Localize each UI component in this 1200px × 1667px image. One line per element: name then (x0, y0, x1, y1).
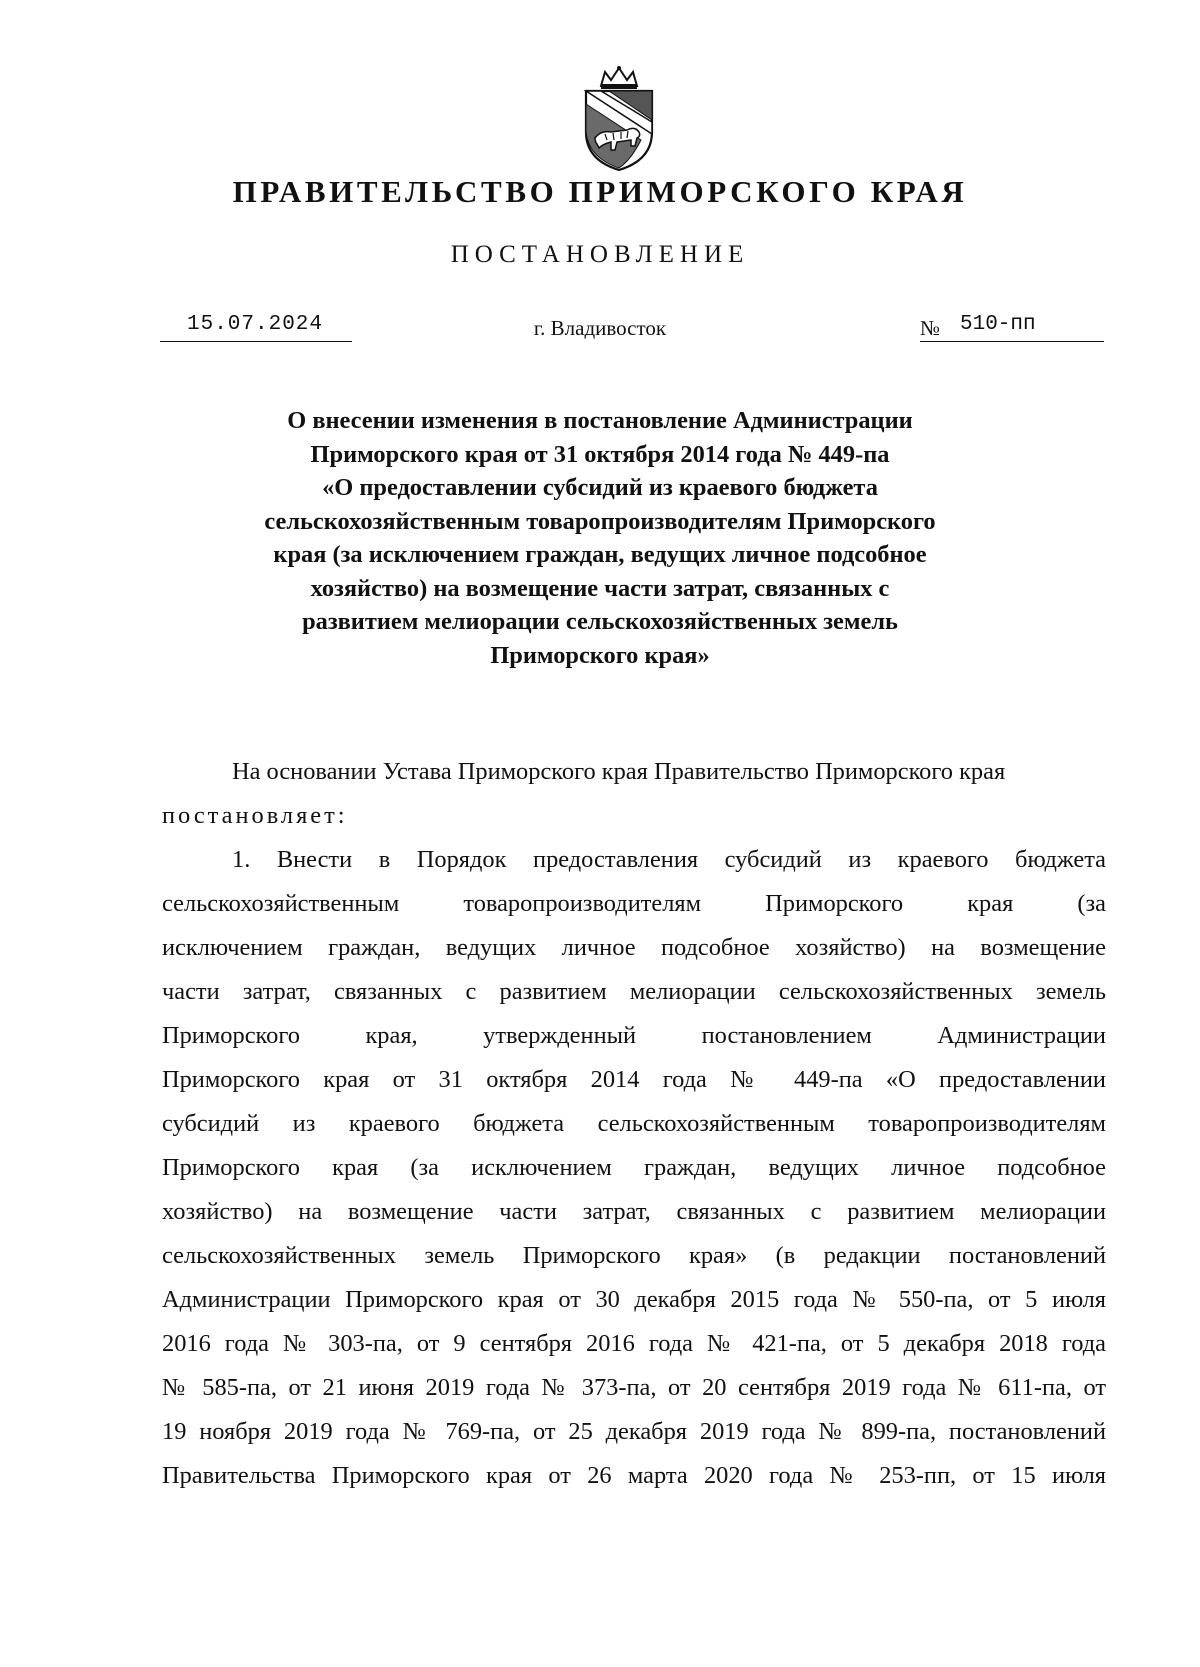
body-line: 2016 года № 303-па, от 9 сентября 2016 года № 421-па, от 5 декабря 2018 года (162, 1330, 1106, 1357)
subject-line: Приморского края от 31 октября 2014 года № 449-па (310, 440, 890, 468)
body-line: хозяйство) на возмещение части затрат, связанных с развитием мелиорации (162, 1198, 1106, 1225)
coat-of-arms-icon (581, 64, 657, 172)
subject-line: «О предоставлении субсидий из краевого бюджета (322, 474, 878, 501)
document-date: 15.07.2024 (186, 313, 324, 336)
date-underline (160, 341, 352, 342)
body-line: На основании Устава Приморского края Правительство Приморского края (232, 758, 1006, 785)
body-line: сельскохозяйственных земель Приморского края» (в редакции постановлений (162, 1242, 1106, 1269)
body-line: Администрации Приморского края от 30 декабря 2015 года № 550-па, от 5 июля (162, 1286, 1106, 1313)
body-line: исключением граждан, ведущих личное подсобное хозяйство) на возмещение (162, 934, 1106, 961)
subject-line: края (за исключением граждан, ведущих личное подсобное (273, 541, 927, 568)
document-city: г. Владивосток (533, 316, 667, 340)
document-subject (232, 404, 968, 672)
document-type: ПОСТАНОВЛЕНИЕ (450, 241, 750, 268)
subject-line: сельскохозяйственным товаропроизводителям Приморского (264, 507, 936, 535)
body-line: Приморского края (за исключением граждан, ведущих личное подсобное (162, 1154, 1106, 1181)
body-line: № 585-па, от 21 июня 2019 года № 373-па, от 20 сентября 2019 года № 611-па, от (162, 1374, 1106, 1401)
subject-line: развитием мелиорации сельскохозяйственных земель (302, 608, 898, 635)
body-line: Правительства Приморского края от 26 марта 2020 года № 253-пп, от 15 июля (162, 1462, 1106, 1489)
body-line: части затрат, связанных с развитием мелиорации сельскохозяйственных земель (162, 978, 1106, 1005)
government-title: ПРАВИТЕЛЬСТВО ПРИМОРСКОГО КРАЯ (232, 174, 968, 209)
body-line: 1. Внести в Порядок предоставления субсидий из краевого бюджета (232, 846, 1106, 873)
document-number: 510-пп (960, 313, 1036, 336)
body-line: субсидий из краевого бюджета сельскохозяйственным товаропроизводителям (162, 1110, 1106, 1137)
subject-line: хозяйство) на возмещение части затрат, связанных с (310, 574, 890, 602)
body-line: Приморского края от 31 октября 2014 года № 449-па «О предоставлении (162, 1066, 1106, 1093)
body-line: 19 ноября 2019 года № 769-па, от 25 декабря 2019 года № 899-па, постановлений (162, 1418, 1106, 1445)
body-line: Приморского края, утвержденный постановлением Администрации (162, 1022, 1106, 1049)
number-underline (920, 341, 1104, 342)
subject-line: О внесении изменения в постановление Администрации (287, 407, 913, 434)
number-sign: № (920, 316, 941, 340)
body-line: постановляет: (162, 802, 348, 829)
subject-line: Приморского края» (490, 641, 710, 669)
body-line: сельскохозяйственным товаропроизводителям Приморского края (за (162, 890, 1106, 917)
